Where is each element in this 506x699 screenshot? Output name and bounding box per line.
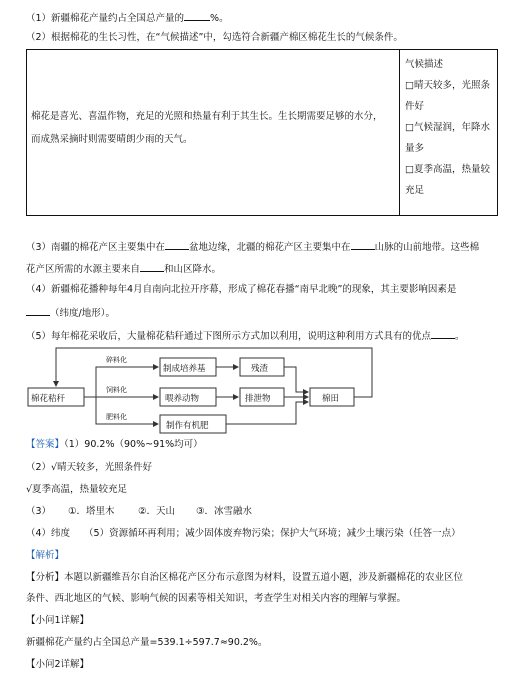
answer-blank (26, 305, 50, 316)
question-1-text: （1）新疆棉花产量约占全国总产量的 (26, 13, 185, 24)
question-5-suffix: 。 (455, 331, 465, 342)
answer-3-blank-3: ③．冰雪融水 (196, 506, 253, 517)
label-field: 棉田 (322, 394, 340, 404)
question-3-line-2 (26, 261, 221, 276)
question-4-line-1: （4）新疆棉花播种每年4月自南向北拉开序幕，形成了棉花春播“南早北晚”的现象，其主要影响因素是 (26, 284, 457, 295)
label-branch-2: 饲料化 (106, 386, 127, 394)
climate-option-1[interactable]: □晴天较多，光照条件好 (405, 80, 490, 112)
question-5-text: （5）每年棉花采收后，大量棉花秸秆通过下图所示方式加以利用，说明这种利用方式具有的优点 (26, 331, 432, 342)
question-3-line-1 (26, 239, 479, 254)
answer-3 (26, 505, 253, 518)
answer-blank (184, 10, 210, 21)
label-straw: 棉花秸秆 (31, 394, 66, 404)
label-branch-1: 碎料化 (106, 356, 127, 364)
answer-3-blank-1: ①．塔里木 (68, 506, 115, 517)
question-3-part-5: 和山区降水。 (164, 264, 222, 275)
question-3-part-2: 盆地边缘，北疆的棉花产区主要集中在 (189, 242, 351, 253)
question-3-part-3: 山脉的山前地带。这些棉 (374, 242, 480, 253)
answer-4-5 (26, 527, 461, 540)
answer-1: （1）90.2%（90%~91%均可） (64, 439, 203, 450)
label-feed: 喂养动物 (165, 394, 200, 404)
label-culture: 制成培养基 (163, 364, 206, 374)
answer-2a: （2）√晴天较多，光照条件好 (26, 462, 153, 473)
answer-1-line (26, 438, 203, 451)
label-excreta: 排泄物 (245, 394, 271, 404)
question-3-part-1: （3）南疆的棉花产区主要集中在 (26, 242, 166, 253)
answer-2b: √夏季高温，热量较充足 (26, 484, 128, 495)
sub-question-1-title: 【小问1详解】 (26, 615, 90, 626)
question-3-part-4: 花产区所需的水源主要来自 (26, 264, 141, 275)
label-branch-3: 肥料化 (106, 413, 127, 421)
answer-5: （5）资源循环再利用；减少固体废弃物污染；保护大气环境；减少土壤污染（任答一点） (84, 528, 461, 539)
question-1 (26, 10, 229, 25)
answer-4: （4）纬度 (26, 528, 71, 539)
question-4-suffix: （纬度/地形）。 (50, 308, 115, 319)
climate-options (405, 54, 495, 201)
table-divider (399, 50, 400, 215)
answer-blank (165, 239, 189, 250)
analysis-label: 【解析】 (26, 550, 65, 561)
table-description-line-1: 棉花是喜光、喜温作物，充足的光照和热量有利于其生长。生长期需要足够的水分， (31, 111, 383, 122)
analysis-text-1: 【分析】本题以新疆维吾尔自治区棉花产区分布示意图为材料，设置五道小题，涉及新疆棉花的农业区位 (26, 572, 464, 583)
answer-label: 【答案】 (26, 439, 65, 450)
answer-blank (351, 239, 375, 250)
climate-option-2[interactable]: □气候湿润，年降水量多 (405, 122, 490, 154)
label-residue: 残渣 (251, 364, 269, 374)
climate-options-title: 气候描述 (405, 59, 444, 70)
answer-blank (431, 328, 455, 339)
feedback-loop (56, 348, 372, 397)
table-description-line-2: 而成熟采摘时则需要晴朗少雨的天气。 (31, 134, 193, 145)
answer-3-label: （3） (26, 506, 52, 517)
climate-table (26, 49, 498, 216)
question-1-suffix: %。 (210, 13, 229, 24)
label-fertilizer: 制作有机肥 (166, 421, 209, 431)
straw-utilization-diagram (0, 340, 506, 434)
answer-blank (140, 261, 164, 272)
sub-question-1-text: 新疆棉花产量约占全国总产量=539.1÷597.7≈90.2%。 (26, 637, 268, 648)
sub-question-2-title: 【小问2详解】 (26, 659, 90, 670)
answer-3-blank-2: ②．天山 (138, 506, 176, 517)
analysis-text-2: 条件、西北地区的气候、影响气候的因素等相关知识，考查学生对相关内容的理解与掌握。 (26, 593, 407, 604)
question-2: （2）根据棉花的生长习性，在“气候描述”中，勾选符合新疆产棉区棉花生长的气候条件。 (26, 32, 403, 43)
question-4-line-2 (26, 305, 115, 320)
climate-option-3[interactable]: □夏季高温，热量较充足 (405, 164, 490, 196)
